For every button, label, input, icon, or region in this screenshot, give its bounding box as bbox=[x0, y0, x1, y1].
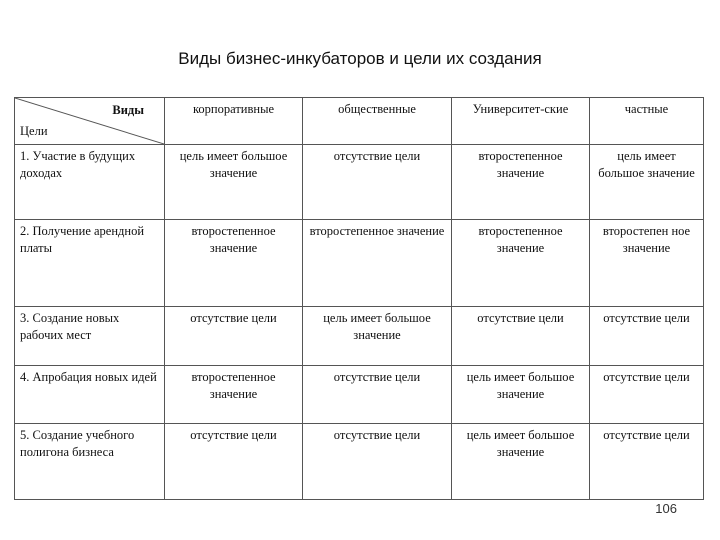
column-header: общественные bbox=[303, 98, 452, 145]
row-label: 2. Получение арендной платы bbox=[15, 220, 165, 307]
row-label: 3. Создание новых рабочих мест bbox=[15, 307, 165, 366]
table-cell: цель имеет большое значение bbox=[165, 145, 303, 220]
table-cell: второстепенное значение bbox=[303, 220, 452, 307]
table-cell: второстепенное значение bbox=[452, 220, 590, 307]
table-cell: отсутствие цели bbox=[165, 424, 303, 500]
corner-header-cell bbox=[15, 98, 165, 145]
column-header: Университет-ские bbox=[452, 98, 590, 145]
table-header-row bbox=[15, 98, 704, 145]
page-title: Виды бизнес-инкубаторов и цели их создания bbox=[178, 49, 542, 68]
table-cell: цель имеет большое значение bbox=[452, 366, 590, 424]
table-cell: второстепенное значение bbox=[452, 145, 590, 220]
page-number: 106 bbox=[655, 501, 677, 516]
corner-label-types: Виды bbox=[112, 103, 144, 117]
table-cell: второстепенное значение bbox=[165, 366, 303, 424]
table-cell: отсутствие цели bbox=[303, 424, 452, 500]
row-label: 4. Апробация новых идей bbox=[15, 366, 165, 424]
row-label: 1. Участие в будущих доходах bbox=[15, 145, 165, 220]
table-cell: второстепен ное значение bbox=[590, 220, 704, 307]
table-cell: отсутствие цели bbox=[590, 366, 704, 424]
corner-label-goals: Цели bbox=[20, 124, 48, 138]
row-label: 5. Создание учебного полигона бизнеса bbox=[15, 424, 165, 500]
column-header: корпоративные bbox=[165, 98, 303, 145]
table-cell: цель имеет большое значение bbox=[452, 424, 590, 500]
table-cell: отсутствие цели bbox=[303, 145, 452, 220]
table-cell: отсутствие цели bbox=[590, 307, 704, 366]
table-cell: отсутствие цели bbox=[452, 307, 590, 366]
table-cell: отсутствие цели bbox=[303, 366, 452, 424]
table-cell: второстепенное значение bbox=[165, 220, 303, 307]
table-row bbox=[15, 307, 704, 366]
table-row bbox=[15, 424, 704, 500]
column-header: частные bbox=[590, 98, 704, 145]
table-row bbox=[15, 366, 704, 424]
table-cell: отсутствие цели bbox=[590, 424, 704, 500]
business-incubator-table bbox=[14, 97, 704, 500]
table-row bbox=[15, 145, 704, 220]
table-cell: цель имеет большое значение bbox=[303, 307, 452, 366]
table-cell: цель имеет большое значение bbox=[590, 145, 704, 220]
table-cell: отсутствие цели bbox=[165, 307, 303, 366]
table-row bbox=[15, 220, 704, 307]
